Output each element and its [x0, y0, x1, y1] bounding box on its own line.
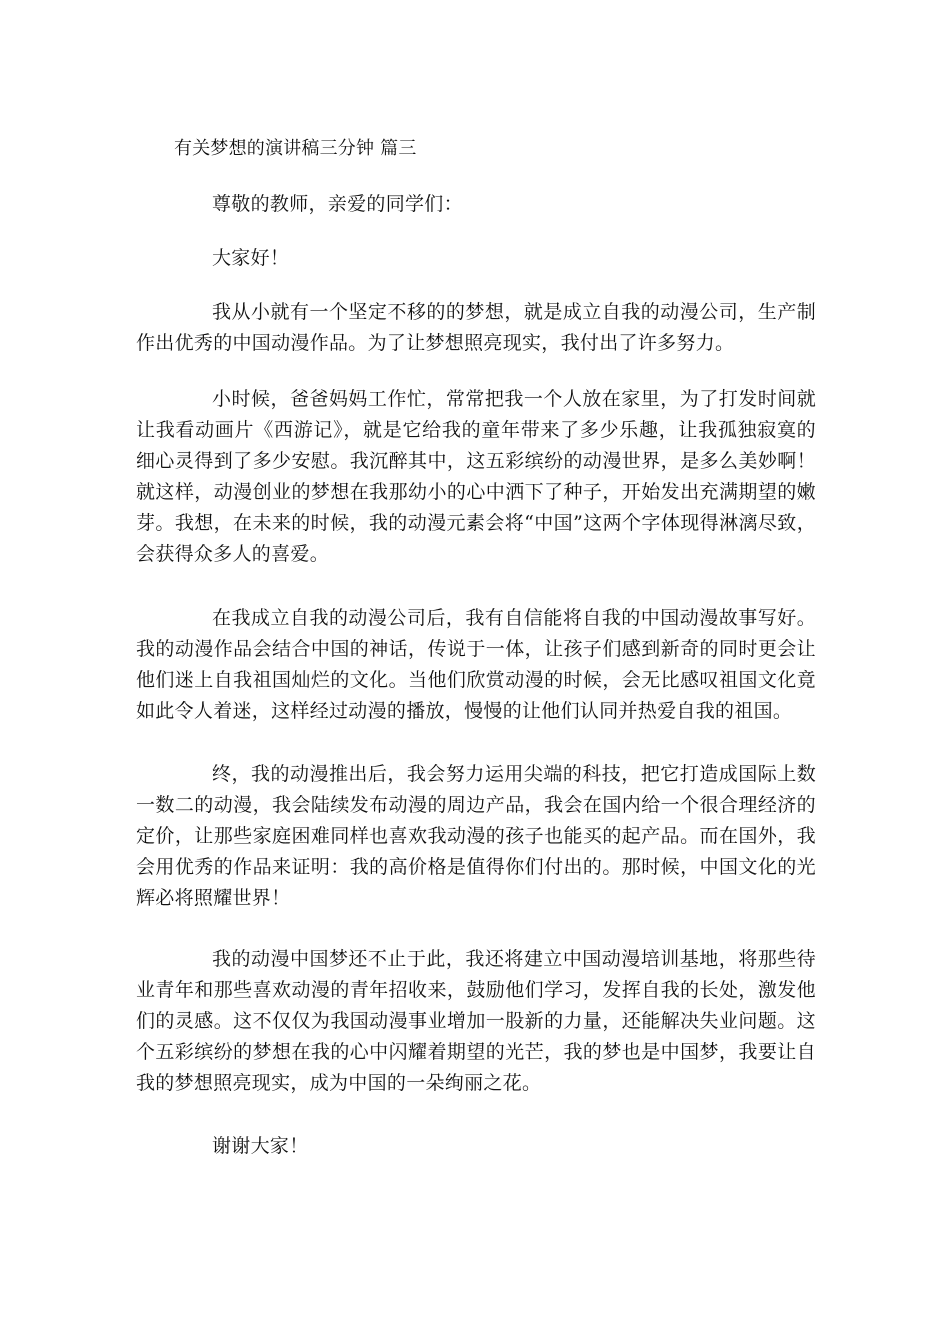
paragraph-dream-intro: 我从小就有一个坚定不移的的梦想，就是成立自我的动漫公司，生产制作出优秀的中国动漫作品。为了让梦想照亮现实，我付出了许多努力。	[136, 301, 816, 354]
closing-thanks: 谢谢大家！	[212, 1135, 309, 1157]
paragraph-technology: 终，我的动漫推出后，我会努力运用尖端的科技，把它打造成国际上数一数二的动漫，我会陆续发布动漫的周边产品，我会在国内给一个很合理经济的定价，让那些家庭困难同样也喜欢我动漫的孩子也能买的起产品。而在国外，我会用优秀的作品来证明：我的高价格是值得你们付出的。那时候，中国文化的光辉必将照耀世界！	[136, 763, 816, 909]
paragraph-training-base: 我的动漫中国梦还不止于此，我还将建立中国动漫培训基地，将那些待业青年和那些喜欢动漫的青年招收来，鼓励他们学习，发挥自我的长处，激发他们的灵感。这不仅仅为我国动漫事业增加一股新的力量，还能解决失业问题。这个五彩缤纷的梦想在我的心中闪耀着期望的光芒，我的梦也是中国梦，我要让自我的梦想照亮现实，成为中国的一朵绚丽之花。	[136, 948, 816, 1094]
paragraph-company-plan: 在我成立自我的动漫公司后，我有自信能将自我的中国动漫故事写好。我的动漫作品会结合中国的神话，传说于一体，让孩子们感到新奇的同时更会让他们迷上自我祖国灿烂的文化。当他们欣赏动漫的时候，会无比感叹祖国文化竟如此令人着迷，这样经过动漫的播放，慢慢的让他们认同并热爱自我的祖国。	[136, 607, 816, 722]
salutation: 尊敬的教师，亲爱的同学们：	[212, 193, 463, 215]
greeting: 大家好！	[212, 247, 290, 269]
document-title: 有关梦想的演讲稿三分钟 篇三	[174, 138, 417, 159]
paragraph-childhood: 小时候，爸爸妈妈工作忙，常常把我一个人放在家里，为了打发时间就让我看动画片《西游记》，就是它给我的童年带来了多少乐趣，让我孤独寂寞的细心灵得到了多少安慰。我沉醉其中，这五彩缤纷的动漫世界，是多么美妙啊！就这样，动漫创业的梦想在我那幼小的心中洒下了种子，开始发出充满期望的嫩芽。我想，在未来的时候，我的动漫元素会将“中国”这两个字体现得淋漓尽致，会获得众多人的喜爱。	[136, 388, 816, 565]
